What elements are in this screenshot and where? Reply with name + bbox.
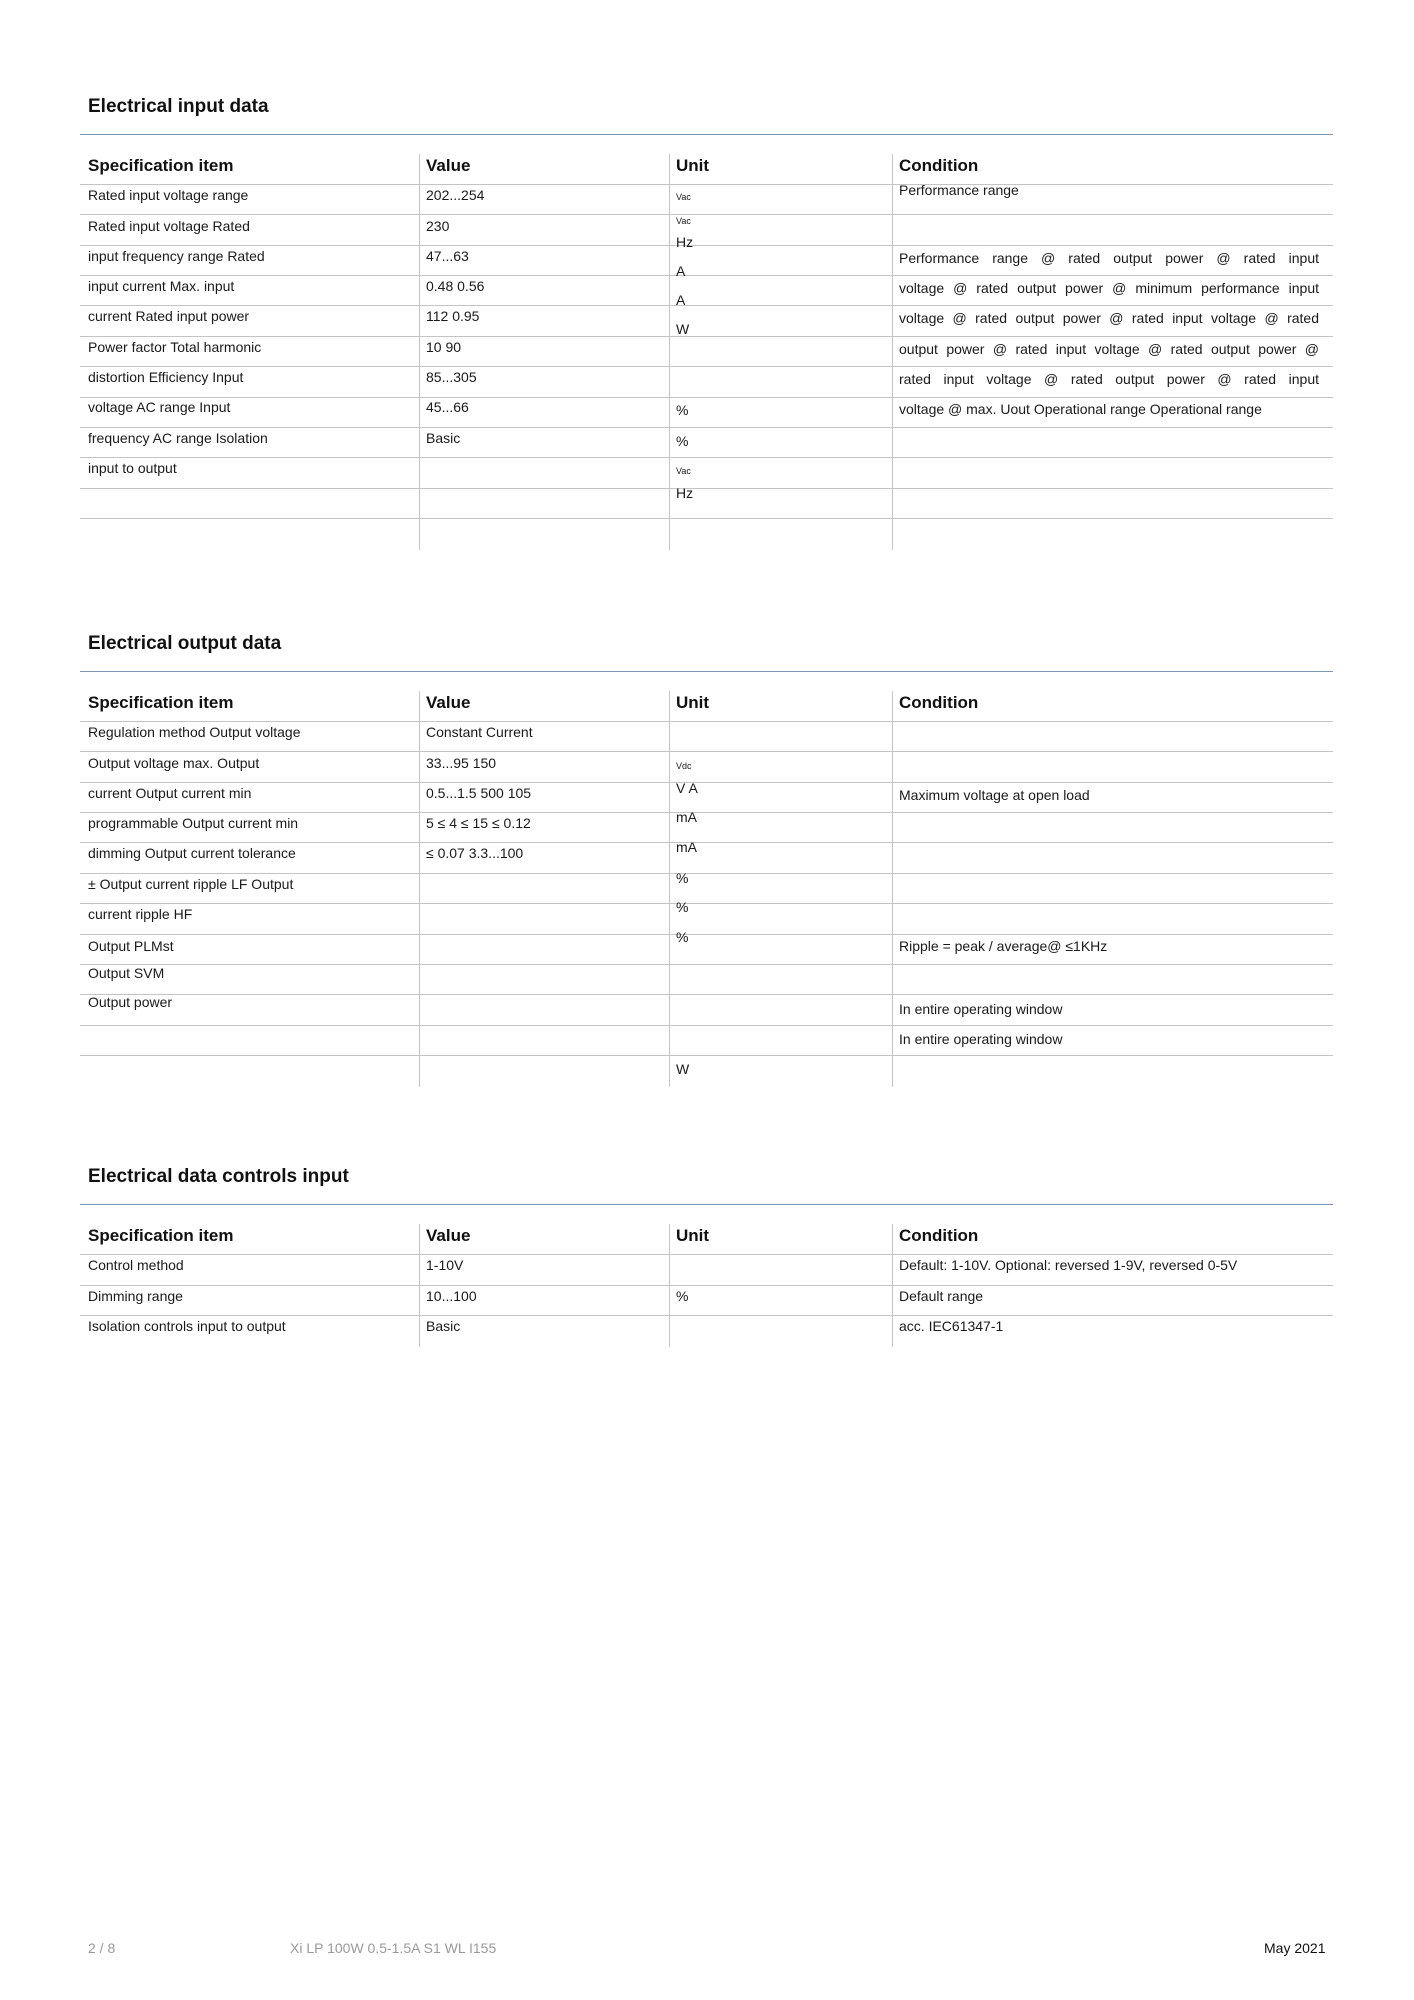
header-specification-item: Specification item: [88, 693, 234, 712]
controls-row-condition: acc. IEC61347-1: [899, 1318, 1004, 1334]
input-spec-line: frequency AC range Isolation: [88, 430, 268, 446]
output-spec-line: current Output current min: [88, 785, 252, 801]
input-spec-line: voltage AC range Input: [88, 399, 231, 415]
output-unit-line: %: [676, 929, 689, 945]
controls-row-spec: Control method: [88, 1257, 184, 1273]
controls-row-unit: %: [676, 1288, 689, 1304]
output-spec-line: current ripple HF: [88, 906, 193, 922]
output-value-line: 5 ≤ 4 ≤ 15 ≤ 0.12: [426, 815, 531, 831]
header-condition: Condition: [899, 1226, 979, 1245]
header-specification-item: Specification item: [88, 156, 234, 175]
input-condition-line: rated input voltage @ rated output power @ rated input: [899, 371, 1319, 387]
output-value-line: 33...95 150: [426, 755, 497, 771]
controls-row-spec: Isolation controls input to output: [88, 1318, 286, 1334]
header-unit: Unit: [676, 693, 710, 712]
input-spec-line: input frequency range Rated: [88, 248, 265, 264]
input-unit-line: W: [676, 321, 690, 337]
output-unit-line: %: [676, 899, 689, 915]
input-value-line: 202...254: [426, 187, 485, 203]
input-data-table: [80, 154, 1333, 550]
footer-product-name: Xi LP 100W 0.5-1.5A S1 WL I155: [290, 1940, 497, 1956]
header-value: Value: [426, 156, 471, 175]
controls-row-condition: Default range: [899, 1288, 984, 1304]
input-unit-line: Vac: [676, 466, 691, 476]
controls-row-spec: Dimming range: [88, 1288, 183, 1304]
input-value-line: 112 0.95: [426, 308, 480, 324]
header-value: Value: [426, 693, 471, 712]
controls-section-rule: [80, 1204, 1333, 1205]
input-value-line: 47...63: [426, 248, 469, 264]
controls-row-value: Basic: [426, 1318, 461, 1334]
output-spec-line: Output voltage max. Output: [88, 755, 260, 771]
input-unit-line: A: [676, 292, 686, 308]
input-section-rule: [80, 134, 1333, 135]
input-value-line: 10 90: [426, 339, 462, 355]
header-condition: Condition: [899, 693, 979, 712]
controls-section-title: Electrical data controls input: [88, 1166, 349, 1187]
output-spec-line: Output power: [88, 994, 173, 1010]
output-spec-line: Output SVM: [88, 965, 165, 981]
output-spec-line: Regulation method Output voltage: [88, 724, 301, 740]
output-data-section: [80, 633, 1333, 1093]
controls-row-value: 10...100: [426, 1288, 477, 1304]
input-unit-line: Hz: [676, 485, 694, 501]
input-value-line: Basic: [426, 430, 461, 446]
header-specification-item: Specification item: [88, 1226, 234, 1245]
input-value-line: 85...305: [426, 369, 477, 385]
output-spec-line: dimming Output current tolerance: [88, 845, 296, 861]
output-unit-line: V A: [676, 780, 698, 796]
output-unit-line: %: [676, 870, 689, 886]
input-spec-line: Rated input voltage range: [88, 187, 249, 203]
input-section-title: Electrical input data: [88, 96, 269, 117]
output-unit-line: Vdc: [676, 761, 692, 771]
input-condition-line: voltage @ max. Uout Operational range Operational range: [899, 401, 1262, 417]
input-unit-line: Vac: [676, 192, 691, 202]
input-condition-line: voltage @ rated output power @ minimum performance input: [899, 280, 1319, 296]
output-condition-line: In entire operating window: [899, 1001, 1063, 1017]
output-spec-line: programmable Output current min: [88, 815, 299, 831]
controls-row-condition: Default: 1-10V. Optional: reversed 1-9V, reversed 0-5V: [899, 1257, 1238, 1273]
input-spec-line: input to output: [88, 460, 177, 476]
output-data-table: [80, 691, 1333, 1087]
input-value-line: 45...66: [426, 399, 469, 415]
input-unit-line: Hz: [676, 234, 694, 250]
output-value-line: 0.5...1.5 500 105: [426, 785, 532, 801]
input-unit-line: %: [676, 433, 689, 449]
output-value-line: Constant Current: [426, 724, 533, 740]
controls-input-section: [80, 1166, 1333, 1356]
output-unit-line: mA: [676, 839, 697, 855]
output-unit-line: W: [676, 1061, 690, 1077]
output-spec-line: ± Output current ripple LF Output: [88, 876, 294, 892]
footer-date: May 2021: [1264, 1940, 1326, 1956]
input-spec-line: current Rated input power: [88, 308, 250, 324]
input-spec-line: distortion Efficiency Input: [88, 369, 244, 385]
output-value-line: ≤ 0.07 3.3...100: [426, 845, 524, 861]
output-condition-line: Maximum voltage at open load: [899, 787, 1090, 803]
output-spec-line: Output PLMst: [88, 938, 174, 954]
controls-input-table: [80, 1224, 1333, 1347]
footer-page-number: 2 / 8: [88, 1940, 116, 1956]
header-value: Value: [426, 1226, 471, 1245]
input-unit-line: A: [676, 263, 686, 279]
input-spec-line: Power factor Total harmonic: [88, 339, 262, 355]
header-condition: Condition: [899, 156, 979, 175]
controls-row-value: 1-10V: [426, 1257, 464, 1273]
input-condition-line: voltage @ rated output power @ rated input voltage @ rated: [899, 310, 1319, 326]
input-spec-line: Rated input voltage Rated: [88, 218, 250, 234]
input-condition-first: Performance range: [899, 182, 1019, 198]
input-value-line: 0.48 0.56: [426, 278, 485, 294]
output-condition-line: Ripple = peak / average@ ≤1KHz: [899, 938, 1108, 954]
input-spec-line: input current Max. input: [88, 278, 235, 294]
input-condition-line: output power @ rated input voltage @ rated output power @: [899, 341, 1319, 357]
input-data-section: [80, 96, 1333, 556]
input-condition-line: Performance range @ rated output power @ rated input: [899, 250, 1319, 266]
output-unit-line: mA: [676, 809, 697, 825]
input-value-line: 230: [426, 218, 450, 234]
output-section-title: Electrical output data: [88, 633, 282, 654]
output-section-rule: [80, 671, 1333, 672]
output-condition-line: In entire operating window: [899, 1031, 1063, 1047]
header-unit: Unit: [676, 156, 710, 175]
header-unit: Unit: [676, 1226, 710, 1245]
input-unit-line: Vac: [676, 216, 691, 226]
input-unit-line: %: [676, 402, 689, 418]
